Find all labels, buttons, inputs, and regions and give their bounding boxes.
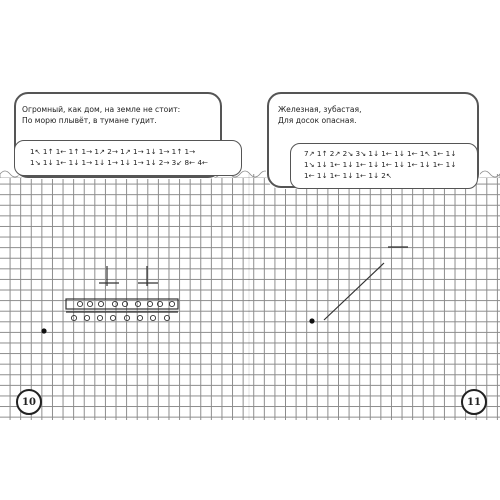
left-code-line2: 1↘ 1↓ 1← 1↓ 1→ 1↓ 1→ 1↓ 1→ 1↓ 2→ 3↙ 8← 4←	[30, 158, 209, 167]
right-riddle-line2: Для досок опасная.	[278, 116, 357, 125]
left-riddle-line1: Огромный, как дом, на земле не стоит:	[22, 105, 181, 114]
right-code-line1: 7↗ 1↑ 2↗ 2↘ 3↘ 1↓ 1← 1↓ 1← 1↖ 1← 1↓	[304, 149, 457, 158]
page-number-right: 11	[461, 389, 487, 415]
page-number-left: 10	[16, 389, 42, 415]
left-code-line1: 1↖ 1↑ 1← 1↑ 1→ 1↗ 2→ 1↗ 1→ 1↓ 1→ 1↑ 1→	[30, 147, 196, 156]
right-start-dot	[309, 318, 314, 323]
saw-edge-line	[324, 263, 384, 320]
left-riddle-line2: По морю плывёт, в тумане гудит.	[22, 116, 157, 125]
saw-drawing-hint	[324, 247, 408, 320]
left-start-dot	[41, 328, 46, 333]
ship-drawing-hint	[66, 266, 178, 321]
right-riddle-line1: Железная, зубастая,	[278, 105, 362, 114]
right-code-line2: 1↘ 1↓ 1← 1↓ 1← 1↓ 1← 1↓ 1← 1↓ 1← 1↓	[304, 160, 457, 169]
right-code-line3: 1← 1↓ 1← 1↓ 1← 1↓ 2↖	[304, 171, 392, 180]
